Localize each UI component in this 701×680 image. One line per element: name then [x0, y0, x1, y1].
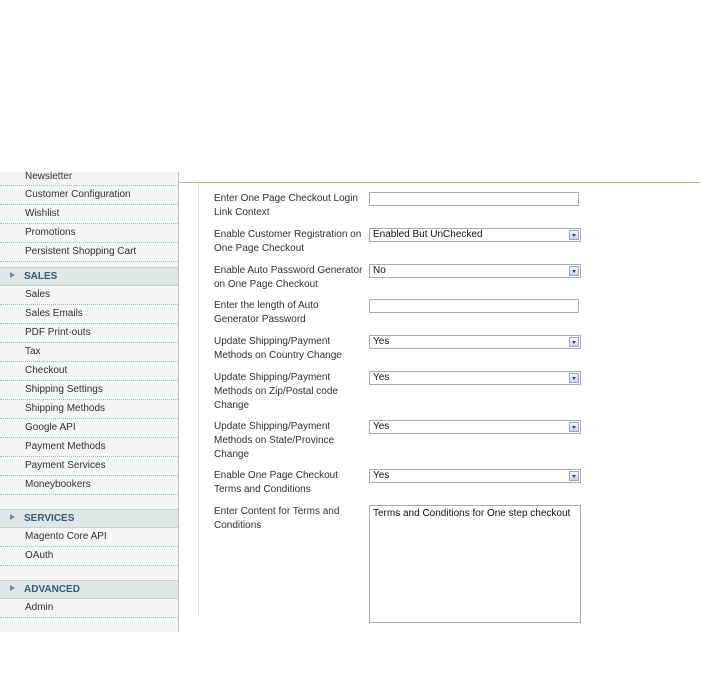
terms-content-textarea[interactable]: Terms and Conditions for One step checkout [369, 505, 581, 623]
select-value: Yes [373, 336, 390, 347]
terms-enable-select[interactable] [369, 469, 581, 483]
expand-arrow-icon [10, 272, 15, 278]
field-label: Update Shipping/Payment Methods on Country Change [214, 336, 342, 361]
sidebar-item-sales[interactable] [0, 286, 178, 305]
section-title: ADVANCED [24, 584, 80, 595]
sidebar-item-magento-core-api[interactable] [0, 528, 178, 547]
field-label: Update Shipping/Payment Methods on Zip/Postal code Change [214, 372, 338, 411]
chevron-down-icon[interactable] [569, 422, 579, 432]
sidebar-section-sales[interactable] [0, 267, 178, 286]
chevron-down-icon[interactable] [569, 230, 579, 240]
sidebar-item-oauth[interactable] [0, 547, 178, 566]
field-label: Enable Auto Password Generator on One Page Checkout [214, 265, 363, 290]
customer-registration-select[interactable] [369, 228, 581, 242]
login-link-context-input[interactable] [369, 192, 579, 206]
update-state-select[interactable] [369, 420, 581, 434]
sidebar-item-checkout[interactable] [0, 362, 178, 381]
section-title: SERVICES [24, 513, 75, 524]
sidebar-item-label: Sales [25, 289, 51, 300]
sidebar-item-label: Checkout [25, 365, 68, 376]
sidebar-item-wishlist[interactable] [0, 205, 178, 224]
sidebar-section-services[interactable] [0, 509, 178, 528]
select-value: No [373, 265, 386, 276]
sidebar-item-google-api[interactable] [0, 419, 178, 438]
sidebar-item-tax[interactable] [0, 343, 178, 362]
sidebar-item-label: Tax [25, 346, 41, 357]
sidebar-item-label: Payment Services [25, 460, 106, 471]
sidebar-item-pdf-print-outs[interactable] [0, 324, 178, 343]
field-label: Update Shipping/Payment Methods on State/Province Change [214, 421, 335, 460]
select-value: Yes [373, 470, 390, 481]
sidebar-item-label: OAuth [25, 550, 54, 561]
chevron-down-icon[interactable] [569, 471, 579, 481]
config-sidebar [0, 172, 179, 632]
sidebar-item-label: Moneybookers [25, 479, 91, 490]
sidebar-item-sales-emails[interactable] [0, 305, 178, 324]
sidebar-item-label: Shipping Settings [25, 384, 103, 395]
select-value: Enabled But UnChecked [373, 229, 483, 240]
sidebar-item-moneybookers[interactable] [0, 476, 178, 495]
sidebar-section-advanced[interactable] [0, 580, 178, 599]
field-label: Enter Content for Terms and Conditions [214, 506, 340, 531]
expand-arrow-icon [10, 514, 15, 520]
sidebar-item-newsletter[interactable] [0, 172, 178, 186]
sidebar-item-admin[interactable] [0, 599, 178, 618]
chevron-down-icon[interactable] [569, 373, 579, 383]
auto-password-select[interactable] [369, 264, 581, 278]
field-label: Enter One Page Checkout Login Link Context [214, 193, 358, 218]
field-label: Enter the length of Auto Generator Password [214, 300, 319, 325]
sidebar-item-shipping-methods[interactable] [0, 400, 178, 419]
sidebar-item-label: Wishlist [25, 208, 60, 219]
chevron-down-icon[interactable] [569, 266, 579, 276]
sidebar-item-label: Google API [25, 422, 76, 433]
sidebar-item-label: Promotions [25, 227, 76, 238]
select-value: Yes [373, 372, 390, 383]
sidebar-item-customer-configuration[interactable] [0, 186, 178, 205]
viewport [0, 171, 700, 616]
chevron-down-icon[interactable] [569, 337, 579, 347]
sidebar-item-label: Payment Methods [25, 441, 106, 452]
password-length-input[interactable] [369, 299, 579, 313]
section-title: SALES [24, 271, 58, 282]
select-value: Yes [373, 421, 390, 432]
sidebar-item-label: Persistent Shopping Cart [25, 246, 137, 257]
expand-arrow-icon [10, 585, 15, 591]
sidebar-item-label: Admin [25, 602, 54, 613]
update-country-select[interactable] [369, 335, 581, 349]
sidebar-item-payment-services[interactable] [0, 457, 178, 476]
sidebar-item-promotions[interactable] [0, 224, 178, 243]
sidebar-item-label: PDF Print-outs [25, 327, 91, 338]
sidebar-item-label: Shipping Methods [25, 403, 106, 414]
sidebar-item-label: Customer Configuration [25, 189, 131, 200]
sidebar-item-persistent-shopping-cart[interactable] [0, 243, 178, 262]
config-form [198, 183, 701, 616]
sidebar-item-label: Sales Emails [25, 308, 83, 319]
update-zip-select[interactable] [369, 371, 581, 385]
sidebar-item-label: Newsletter [25, 171, 73, 182]
field-label: Enable Customer Registration on One Page Checkout [214, 229, 362, 254]
sidebar-item-label: Magento Core API [25, 531, 107, 542]
field-label: Enable One Page Checkout Terms and Conditions [214, 470, 338, 495]
sidebar-item-shipping-settings[interactable] [0, 381, 178, 400]
sidebar-item-payment-methods[interactable] [0, 438, 178, 457]
